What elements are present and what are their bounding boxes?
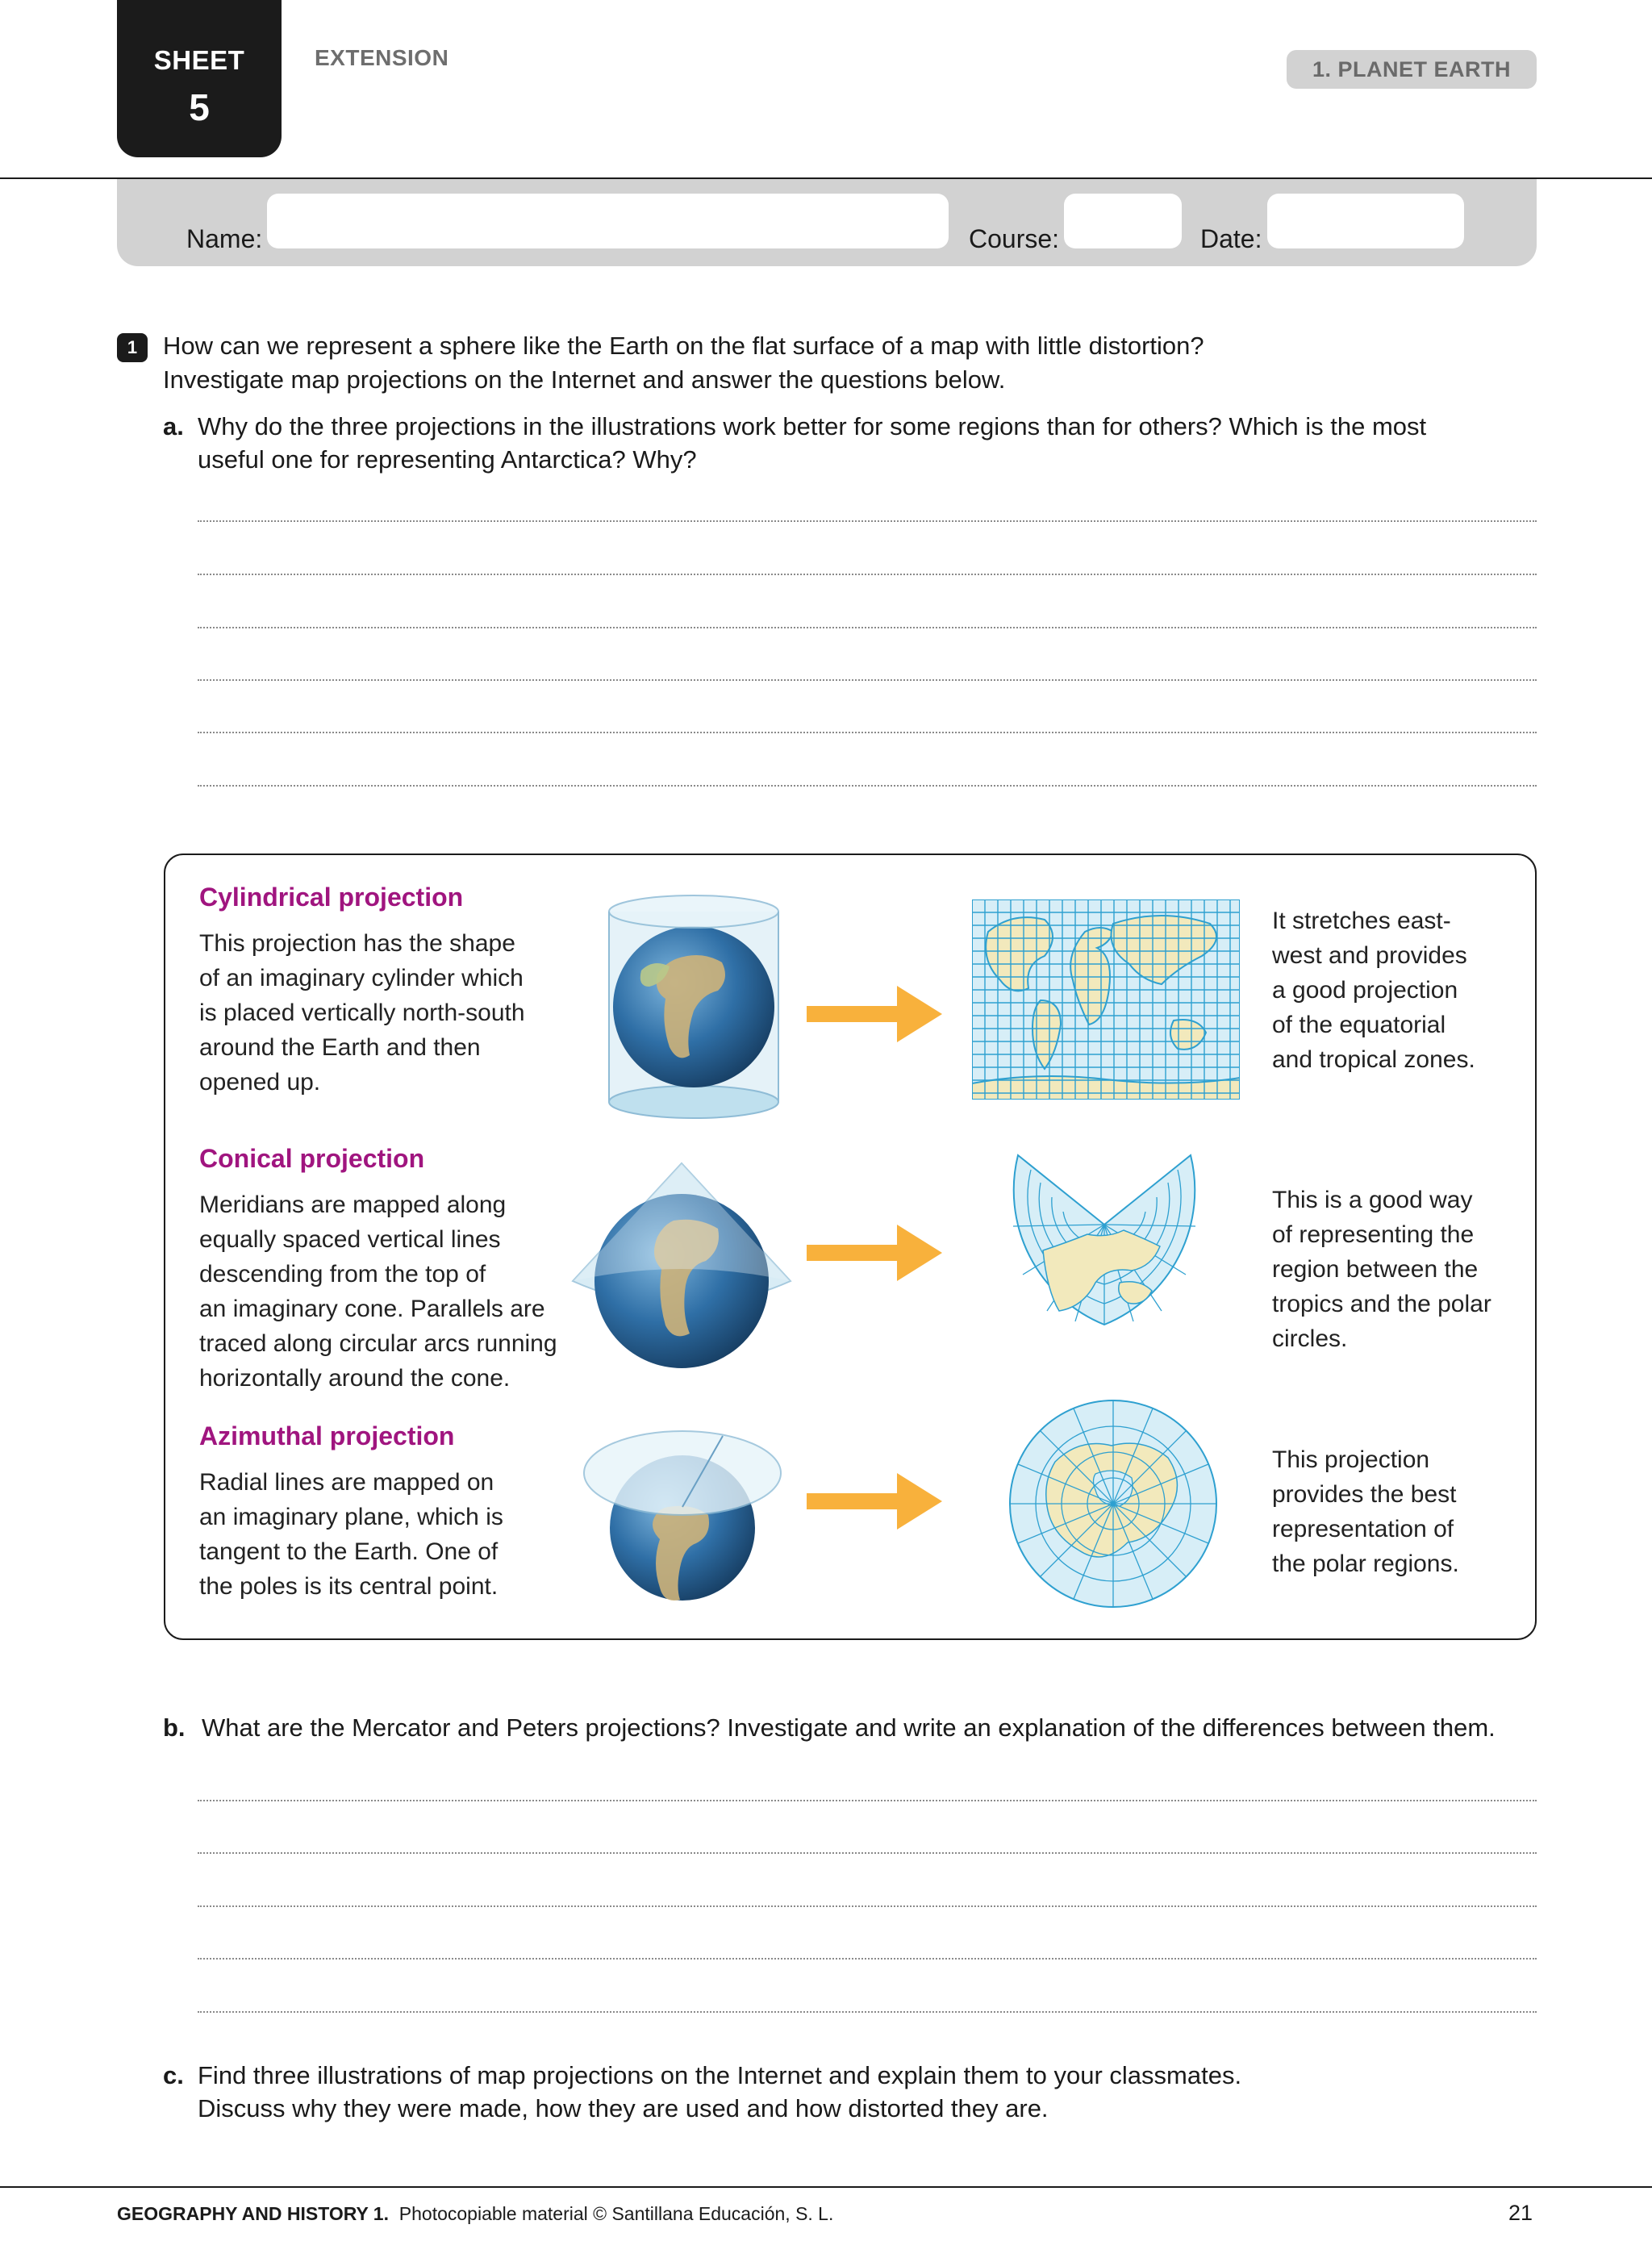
cylindrical-title: Cylindrical projection <box>199 883 464 912</box>
footer-credit <box>117 2203 833 2225</box>
subquestion-c-line-1: Find three illustrations of map projections on the Internet and explain them to your classmates. <box>198 2061 1242 2089</box>
cylindrical-map-illustration <box>972 899 1240 1100</box>
subquestion-b-letter: b. <box>163 1713 186 1742</box>
course-label: Course: <box>969 224 1060 253</box>
answer-line[interactable] <box>198 1905 1537 1907</box>
cylindrical-result: It stretches east- west and provides a good projection of the equatorial and tropical zones. <box>1272 908 1475 1073</box>
subquestion-b-text: What are the Mercator and Peters projections? Investigate and write an explanation of the differences between them. <box>202 1713 1496 1742</box>
sheet-number: 5 <box>189 86 210 128</box>
category-label: EXTENSION <box>315 45 449 70</box>
page-number: 21 <box>1508 2201 1533 2225</box>
cylindrical-description: This projection has the shape of an imaginary cylinder which is placed vertically north-south around the Earth and then opened up. <box>199 930 525 1096</box>
question-line-2: Investigate map projections on the Internet and answer the questions below. <box>163 365 1006 394</box>
student-info-bar <box>117 179 1537 266</box>
answer-line[interactable] <box>198 785 1537 787</box>
subquestion-a-letter: a. <box>163 412 184 440</box>
course-field[interactable] <box>1064 194 1182 248</box>
conical-description: Meridians are mapped along equally spaced vertical lines descending from the top of an imaginary cone. Parallels are traced along circular arcs running horizontally around the cone. <box>199 1192 557 1392</box>
arrow-right-icon <box>807 986 942 1042</box>
answer-line[interactable] <box>198 627 1537 628</box>
azimuthal-title: Azimuthal projection <box>199 1421 455 1450</box>
footer-book-title: GEOGRAPHY AND HISTORY 1. <box>117 2203 389 2224</box>
name-label: Name: <box>186 224 263 253</box>
conical-title: Conical projection <box>199 1144 425 1173</box>
answer-line[interactable] <box>198 520 1537 522</box>
answer-line[interactable] <box>198 574 1537 575</box>
azimuthal-result: This projection provides the best representation of the polar regions. <box>1272 1446 1459 1577</box>
question-number-badge: 1 <box>117 333 148 362</box>
answer-line[interactable] <box>198 1852 1537 1854</box>
cone-globe-illustration <box>561 1160 803 1371</box>
azimuthal-map-illustration <box>1007 1397 1220 1610</box>
azimuthal-description: Radial lines are mapped on an imaginary plane, which is tangent to the Earth. One of the poles is its central point. <box>199 1469 503 1600</box>
footer-copyright: Photocopiable material © Santillana Educación, S. L. <box>398 2203 834 2224</box>
conical-map-illustration <box>999 1154 1210 1327</box>
answer-line[interactable] <box>198 732 1537 733</box>
name-field[interactable] <box>267 194 949 248</box>
subquestion-c-line-2: Discuss why they were made, how they are used and how distorted they are. <box>198 2094 1049 2122</box>
date-field[interactable] <box>1267 194 1464 248</box>
subquestion-a-line-2: useful one for representing Antarctica? Why? <box>198 445 697 474</box>
subquestion-a-line-1: Why do the three projections in the illustrations work better for some regions than for others? Which is the most <box>198 412 1427 440</box>
subquestion-c-letter: c. <box>163 2061 184 2089</box>
sheet-badge <box>117 0 282 157</box>
question-line-1: How can we represent a sphere like the Earth on the flat surface of a map with little distortion? <box>163 332 1204 360</box>
arrow-right-icon <box>807 1225 942 1281</box>
plane-globe-illustration <box>579 1426 786 1602</box>
arrow-right-icon <box>807 1473 942 1530</box>
footer-divider <box>0 2186 1652 2188</box>
sheet-label: SHEET <box>153 45 245 75</box>
answer-line[interactable] <box>198 1800 1537 1801</box>
unit-badge: 1. PLANET EARTH <box>1287 50 1537 89</box>
answer-line[interactable] <box>198 679 1537 681</box>
date-label: Date: <box>1200 224 1262 253</box>
answer-line[interactable] <box>198 2011 1537 2013</box>
conical-result: This is a good way of representing the region between the tropics and the polar circles. <box>1272 1187 1491 1352</box>
cylinder-globe-illustration <box>593 894 795 1121</box>
answer-line[interactable] <box>198 1958 1537 1960</box>
